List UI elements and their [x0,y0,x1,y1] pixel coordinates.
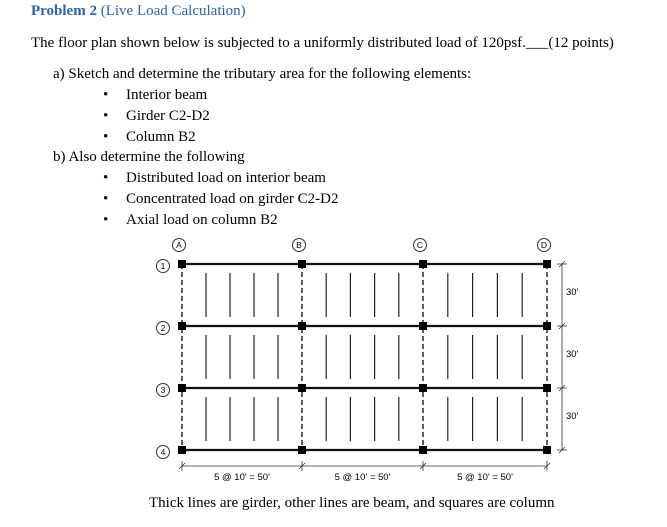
grid-label-2: 2 [160,323,166,333]
problem-intro: The floor plan shown below is subjected to a uniformly distributed load of 120psf.___(12 points) [31,35,614,51]
part-a-item-1: • Interior beam [103,87,208,103]
part-a-text: Sketch and determine the tributary area for the following elements: [68,66,472,82]
grid-label-4: 4 [160,447,166,457]
grid-label-A: A [176,240,182,250]
grid-label-C: C [416,240,424,250]
grid-label-3: 3 [160,385,166,395]
column-B1 [298,260,306,268]
problem-title: Problem 2 (Live Load Calculation) [31,3,246,19]
horizontal-dimension-label: 5 @ 10' = 50' [457,472,513,483]
horizontal-dimension-label: 5 @ 10' = 50' [334,472,391,483]
grid-label-1: 1 [160,261,166,271]
vertical-dimension-label: 30' [566,349,579,360]
column-A2 [178,322,186,330]
part-a-item-2: • Girder C2-D2 [103,108,210,124]
column-A4 [178,446,186,454]
part-b-text: Also determine the following [68,149,245,165]
column-D1 [543,260,551,268]
part-b-label: b) [53,149,66,165]
column-D2 [543,322,551,330]
column-B3 [298,384,306,392]
part-b-item-2: • Concentrated load on girder C2-D2 [103,191,339,207]
column-C3 [419,384,427,392]
column-C1 [419,260,427,268]
column-C2 [419,322,427,330]
vertical-dimension-label: 30' [566,287,579,298]
part-a-item-3: • Column B2 [103,129,196,145]
part-b-item-1: • Distributed load on interior beam [103,170,326,186]
column-A3 [178,384,186,392]
figure-caption: Thick lines are girder, other lines are beam, and squares are column [149,495,555,511]
horizontal-dimension-label: 5 @ 10' = 50' [214,472,270,483]
part-a-label: a) [53,66,65,82]
column-D4 [543,446,551,454]
column-B4 [298,446,306,454]
column-B2 [298,322,306,330]
grid-label-B: B [296,240,302,250]
vertical-dimension-label: 30' [566,411,579,422]
column-C4 [419,446,427,454]
grid-label-D: D [540,240,548,250]
part-b-item-3: • Axial load on column B2 [103,212,278,228]
column-A1 [178,260,186,268]
column-D3 [543,384,551,392]
